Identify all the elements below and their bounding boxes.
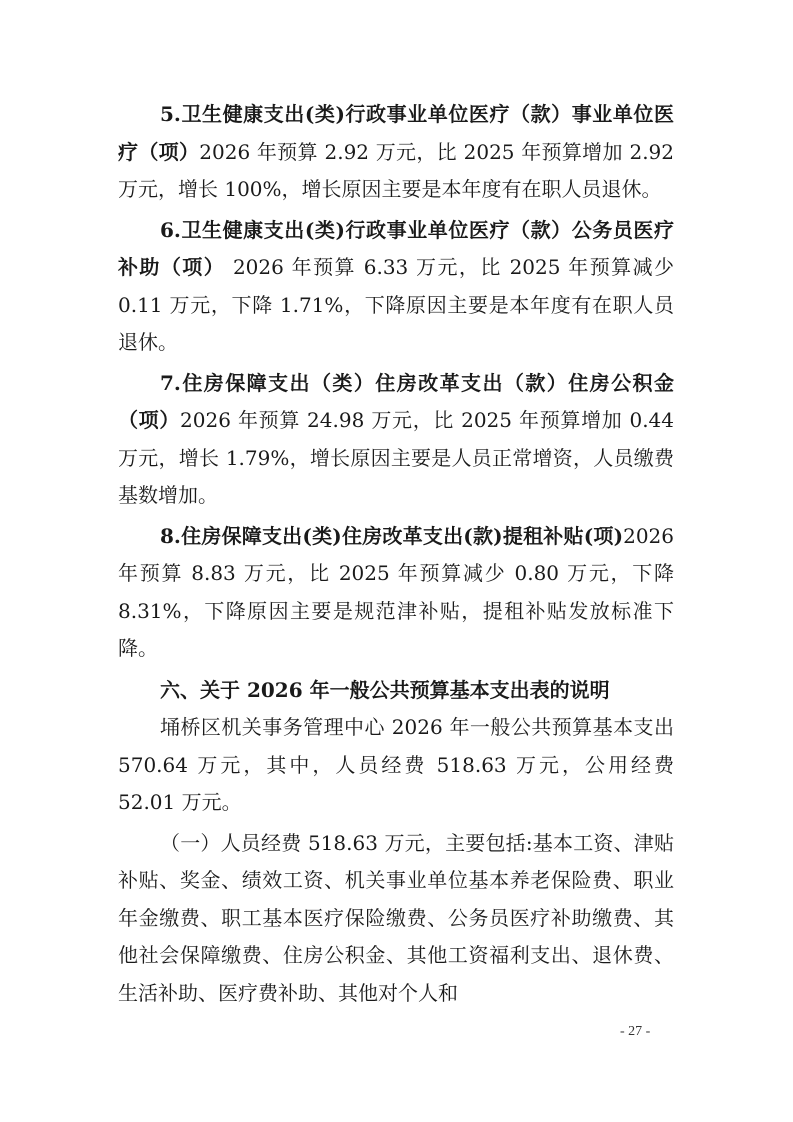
- document-page: [118, 96, 674, 1012]
- item-8-body: 2026 年预算 8.83 万元，比 2025 年预算减少 0.80 万元，下降 8.31%，下降原因主要是规范津补贴，提租补贴发放标准下降。: [118, 523, 674, 660]
- item-6-body: 2026 年预算 6.33 万元，比 2025 年预算减少 0.11 万元，下降 1.71%，下降原因主要是本年度有在职人员退休。: [118, 255, 674, 354]
- section-6-heading: [118, 672, 674, 710]
- item-5-paragraph: [118, 96, 674, 209]
- item-8-title: 8.住房保障支出(类)住房改革支出(款)提租补贴(项): [160, 523, 624, 548]
- section-6-heading-text: 六、关于 2026 年一般公共预算基本支出表的说明: [160, 677, 610, 702]
- item-7-paragraph: [118, 365, 674, 515]
- section-6-paragraph-1: 埇桥区机关事务管理中心 2026 年一般公共预算基本支出 570.64 万元，其中，人员经费 518.63 万元，公用经费 52.01 万元。: [118, 715, 674, 814]
- item-6-paragraph: [118, 212, 674, 362]
- item-5-title: 5.卫生健康支出(类)行政事业单位医疗（款）事业单位医疗（项）: [118, 102, 674, 164]
- item-6-title: 6.卫生健康支出(类)行政事业单位医疗（款）公务员医疗补助（项）: [118, 217, 674, 279]
- item-7-body: 2026 年预算 24.98 万元，比 2025 年预算增加 0.44 万元，增长 1.79%，增长原因主要是人员正常增资，人员缴费基数增加。: [118, 408, 675, 507]
- item-8-paragraph: [118, 518, 674, 668]
- item-7-title: 7.住房保障支出（类）住房改革支出（款）住房公积金（项）: [118, 370, 674, 432]
- page-number: - 27 -: [620, 1024, 651, 1039]
- section-6-paragraph-2: （一）人员经费 518.63 万元，主要包括:基本工资、津贴补贴、奖金、绩效工资、机关事业单位基本养老保险费、职业年金缴费、职工基本医疗保险缴费、公务员医疗补助缴费、其他社会保障缴费、住房公积金、其他工资福利支出、退休费、生活补助、医疗费补助、其他对个人和: [118, 830, 674, 1005]
- item-5-body: 2026 年预算 2.92 万元，比 2025 年预算增加 2.92 万元，增长 100%，增长原因主要是本年度有在职人员退休。: [118, 139, 674, 201]
